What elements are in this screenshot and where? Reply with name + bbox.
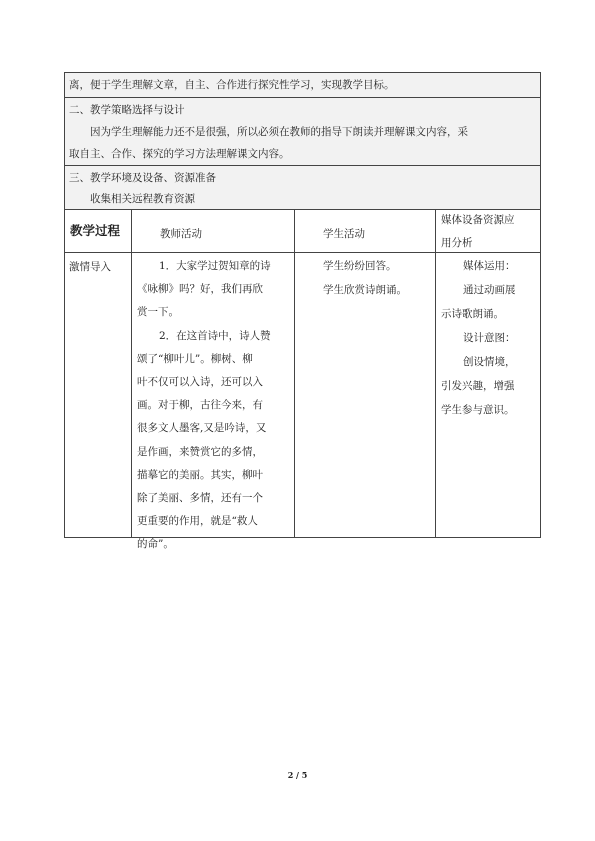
table-column-divider (131, 209, 132, 538)
page-number: 2 / 5 (287, 770, 308, 780)
teacher-line: 《咏柳》吗？好，我们再欣 (137, 283, 263, 296)
media-line: 设计意图： (463, 332, 516, 344)
media-line: 媒体运用： (463, 260, 516, 272)
header-media-line1: 媒体设备资源应 (441, 214, 515, 226)
media-line: 引发兴趣，增强 (441, 380, 515, 392)
media-line: 示诗歌朗诵。 (441, 308, 504, 320)
header-teacher-activity: 教师活动 (160, 228, 202, 240)
teacher-line: 很多文人墨客,又是吟诗，又 (137, 422, 267, 435)
table-column-divider (435, 209, 436, 538)
teacher-line: 赏一下。 (137, 306, 179, 319)
header-process: 教学过程 (70, 223, 121, 238)
table-column-divider (294, 209, 295, 538)
environment-section-row (64, 165, 541, 209)
intro-continued-text: 离，便于学生理解文章，自主、合作进行探究性学习，实现教学目标。 (69, 79, 395, 91)
teacher-line: 除了美丽、多情，还有一个 (137, 492, 263, 504)
teacher-line: 1．大家学过贺知章的诗 (159, 260, 271, 272)
header-media-line2: 用分析 (441, 237, 473, 249)
teacher-line: 是作画，来赞赏它的多情， (137, 445, 263, 458)
environment-heading: 三、教学环境及设备、资源准备 (69, 172, 216, 184)
teacher-line: 更重要的作用，就是“救人 (137, 515, 258, 528)
teacher-line: 描摹它的美丽。其实，柳叶 (137, 468, 263, 481)
intro-continued-row (64, 72, 541, 97)
strategy-heading: 二、教学策略选择与设计 (69, 104, 185, 116)
teacher-line: 颂了“柳叶儿”。柳树、柳 (137, 352, 253, 365)
strategy-body-line2: 取自主、合作、探究的学习方法理解课文内容。 (69, 148, 290, 160)
table-header-divider (64, 252, 541, 253)
strategy-section-row (64, 97, 541, 165)
stage-label: 激情导入 (69, 261, 111, 273)
teacher-line: 画。对于柳，古往今来，有 (137, 399, 263, 412)
student-line: 学生欣赏诗朗诵。 (323, 284, 407, 296)
teacher-line: 的命”。 (137, 538, 174, 551)
student-line: 学生纷纷回答。 (323, 260, 397, 272)
media-line: 创设情境， (463, 356, 516, 368)
media-line: 通过动画展 (463, 284, 516, 296)
environment-body: 收集相关远程教育资源 (90, 193, 195, 205)
teacher-line: 2．在这首诗中，诗人赞 (159, 329, 271, 342)
header-student-activity: 学生活动 (323, 228, 365, 240)
teacher-line: 叶不仅可以入诗，还可以入 (137, 376, 263, 388)
media-line: 学生参与意识。 (441, 404, 515, 416)
strategy-body-line1: 因为学生理解能力还不是很强，所以必须在教师的指导下朗读并理解课文内容，采 (90, 126, 468, 138)
